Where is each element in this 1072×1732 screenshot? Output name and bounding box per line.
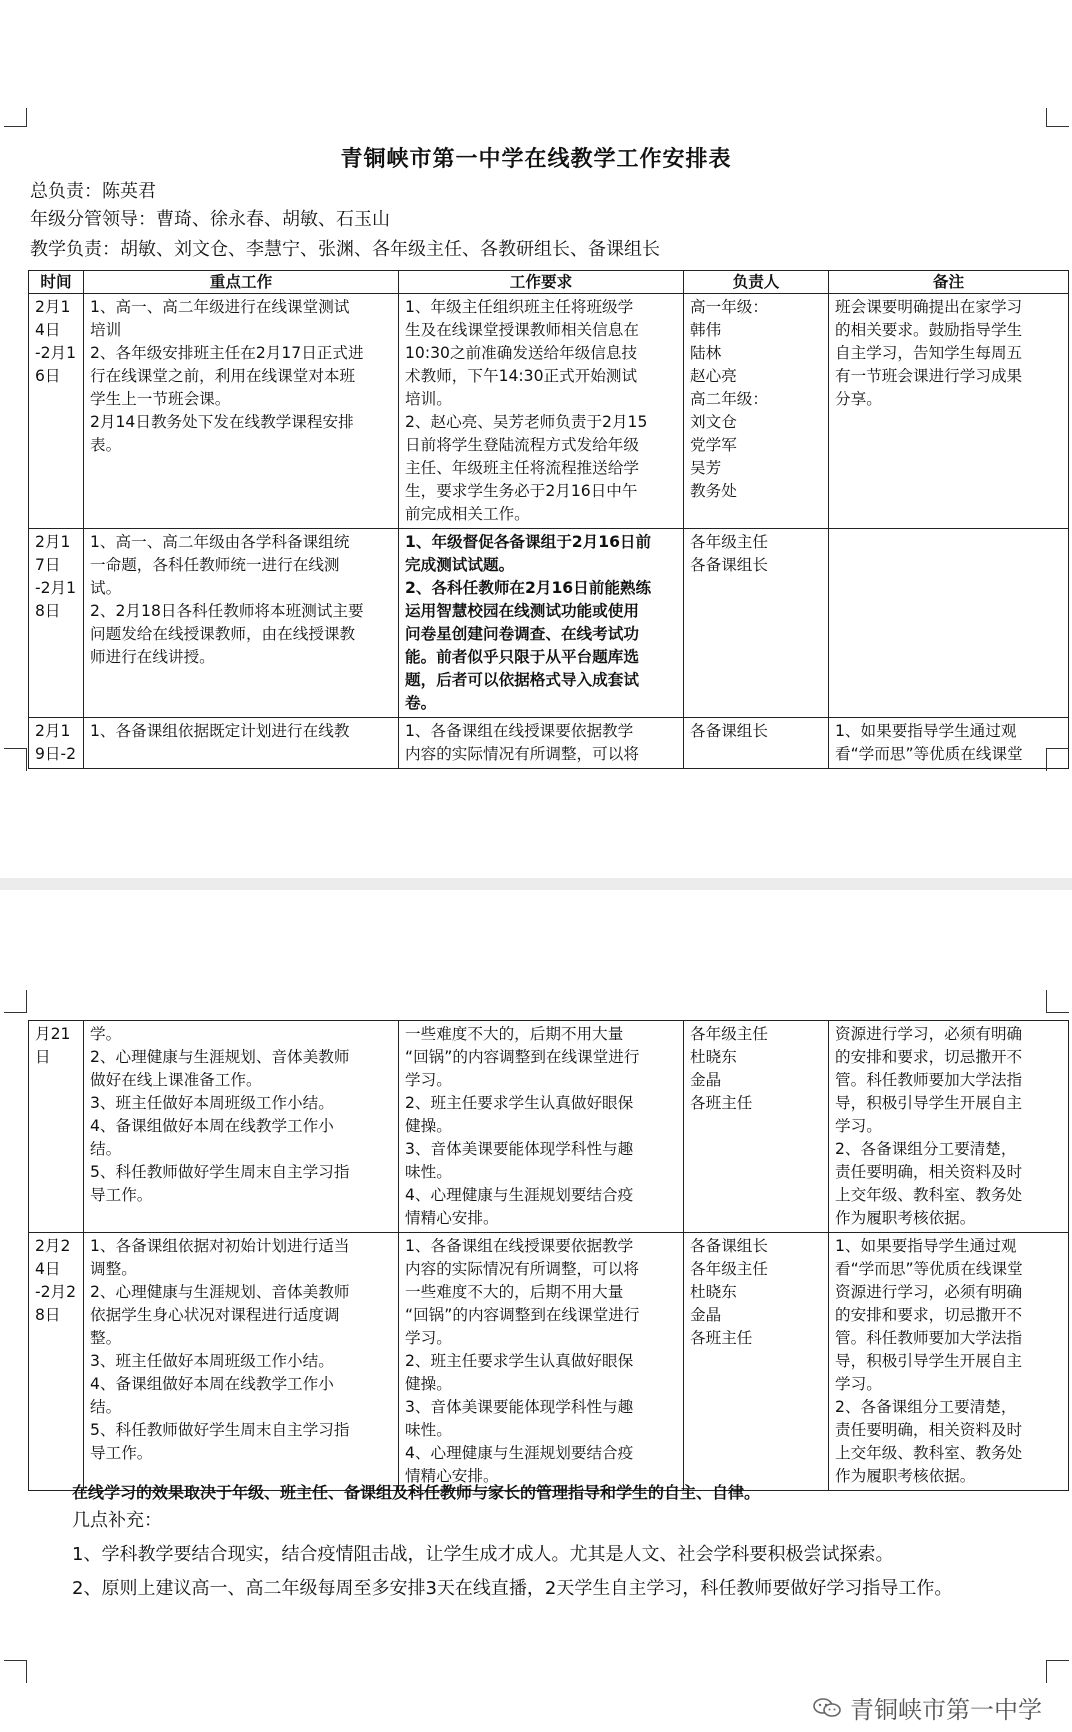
supplement-item: 2、原则上建议高一、高二年级每周至多安排3天在线直播，2天学生自主学习，科任教师要做好学习指导工作。 bbox=[72, 1578, 953, 1599]
cell-req bbox=[399, 294, 684, 529]
cell-owner-line: 韩伟 bbox=[690, 321, 722, 339]
summary-statement: 在线学习的效果取决于年级、班主任、备课组及科任教师与家长的管理指导和学生的自主、自律。 bbox=[72, 1483, 761, 1502]
grade-leaders: 曹琦、徐永春、胡敏、石玉山 bbox=[156, 209, 390, 230]
cell-note bbox=[829, 1233, 1069, 1491]
cell-note-line: 有一节班会课进行学习成果 bbox=[835, 367, 1023, 385]
document-page-2 bbox=[0, 890, 1072, 1732]
schedule-table bbox=[28, 270, 1069, 769]
cell-owner bbox=[684, 1021, 829, 1233]
cell-req-line: 一些难度不大的，后期不用大量 bbox=[405, 1025, 624, 1043]
cell-work-line: 学。 bbox=[90, 1025, 122, 1043]
cell-time bbox=[29, 529, 84, 718]
teaching-leads-line bbox=[30, 238, 660, 262]
cell-req-line: 2、各科任教师在2月16日前能熟练 bbox=[405, 579, 652, 597]
cell-time-line: 6日 bbox=[35, 367, 61, 385]
crop-mark bbox=[1046, 108, 1069, 127]
cell-note-line: 责任要明确，相关资料及时 bbox=[835, 1163, 1023, 1181]
cell-note-line: 作为履职考核依据。 bbox=[835, 1467, 976, 1485]
cell-time-line: 月21 bbox=[35, 1025, 71, 1043]
cell-note-line: 2、各备课组分工要清楚， bbox=[835, 1398, 1017, 1416]
cell-note bbox=[829, 294, 1069, 529]
cell-owner bbox=[684, 1233, 829, 1491]
cell-req-line: 问卷星创建问卷调查、在线考试功 bbox=[405, 625, 639, 643]
cell-note-line: 上交年级、教科室、教务处 bbox=[835, 1444, 1023, 1462]
cell-req bbox=[399, 1021, 684, 1233]
cell-req-line: 生，要求学生务必于2月16日中午 bbox=[405, 482, 638, 500]
cell-note-line: 上交年级、教科室、教务处 bbox=[835, 1186, 1023, 1204]
cell-owner-line: 各年级主任 bbox=[690, 1260, 768, 1278]
cell-req-line: 运用智慧校园在线测试功能或使用 bbox=[405, 602, 639, 620]
cell-req bbox=[399, 718, 684, 769]
cell-work-line: 1、高一、高二年级进行在线课堂测试 bbox=[90, 298, 350, 316]
cell-req-line: 1、年级督促各备课组于2月16日前 bbox=[405, 533, 652, 551]
cell-owner-line: 各班主任 bbox=[690, 1329, 753, 1347]
wechat-watermark bbox=[812, 1690, 1042, 1725]
cell-owner-line: 各备课组长 bbox=[690, 722, 768, 740]
cell-time bbox=[29, 718, 84, 769]
cell-note-line: 学习。 bbox=[835, 1375, 882, 1393]
cell-time-line: 2月1 bbox=[35, 722, 71, 740]
crop-mark bbox=[4, 748, 27, 771]
cell-work-line: 5、科任教师做好学生周末自主学习指 bbox=[90, 1421, 350, 1439]
teaching-label: 教学负责： bbox=[30, 239, 120, 260]
cell-owner-line: 党学军 bbox=[690, 436, 737, 454]
cell-work bbox=[84, 718, 399, 769]
cell-time-line: 日 bbox=[35, 1048, 51, 1066]
cell-req-line: 术教师，下午14:30正式开始测试 bbox=[405, 367, 638, 385]
cell-work-line: 问题发给在线授课教师，由在线授课教 bbox=[90, 625, 356, 643]
lead-label: 总负责： bbox=[30, 181, 102, 202]
cell-req-line: 题，后者可以依据格式导入成套试 bbox=[405, 671, 639, 689]
cell-req-line: 10:30之前准确发送给年级信息技 bbox=[405, 344, 638, 362]
cell-req-line: 情精心安排。 bbox=[405, 1467, 499, 1485]
cell-note bbox=[829, 718, 1069, 769]
cell-req-line: 2、班主任要求学生认真做好眼保 bbox=[405, 1094, 634, 1112]
supplement-item: 1、学科教学要结合现实，结合疫情阻击战，让学生成才成人。尤其是人文、社会学科要积极尝试探索。 bbox=[72, 1544, 894, 1565]
cell-note-line: 的安排和要求，切忌撒开不 bbox=[835, 1048, 1023, 1066]
cell-work-line: 结。 bbox=[90, 1140, 122, 1158]
crop-mark bbox=[1046, 990, 1069, 1013]
crop-mark bbox=[4, 1660, 27, 1683]
cell-work-line: 表。 bbox=[90, 436, 122, 454]
cell-req bbox=[399, 529, 684, 718]
cell-req-line: 3、音体美课要能体现学科性与趣 bbox=[405, 1398, 634, 1416]
cell-work-line: 2、心理健康与生涯规划、音体美教师 bbox=[90, 1048, 350, 1066]
cell-owner-line: 刘文仓 bbox=[690, 413, 737, 431]
cell-work-line: 行在线课堂之前，利用在线课堂对本班 bbox=[90, 367, 356, 385]
schedule-table-continued bbox=[28, 1020, 1069, 1491]
header-work: 重点工作 bbox=[84, 271, 399, 294]
cell-work bbox=[84, 1233, 399, 1491]
cell-work bbox=[84, 1021, 399, 1233]
cell-note-line: 2、各备课组分工要清楚， bbox=[835, 1140, 1017, 1158]
cell-work-line: 做好在线上课准备工作。 bbox=[90, 1071, 262, 1089]
cell-req bbox=[399, 1233, 684, 1491]
cell-work-line: 4、备课组做好本周在线教学工作小 bbox=[90, 1375, 334, 1393]
cell-note-line: 看“学而思”等优质在线课堂 bbox=[835, 745, 1023, 763]
cell-work-line: 依据学生身心状况对课程进行适度调 bbox=[90, 1306, 340, 1324]
cell-time-line: 8日 bbox=[35, 602, 61, 620]
cell-time bbox=[29, 1233, 84, 1491]
cell-work-line: 试。 bbox=[90, 579, 122, 597]
cell-owner-line: 吴芳 bbox=[690, 459, 722, 477]
cell-work-line: 2月14日教务处下发在线教学课程安排 bbox=[90, 413, 354, 431]
cell-note-line: 分享。 bbox=[835, 390, 882, 408]
cell-owner-line: 各班主任 bbox=[690, 1094, 753, 1112]
cell-owner-line: 杜晓东 bbox=[690, 1283, 737, 1301]
cell-work-line: 5、科任教师做好学生周末自主学习指 bbox=[90, 1163, 350, 1181]
cell-work-line: 3、班主任做好本周班级工作小结。 bbox=[90, 1094, 334, 1112]
cell-work-line: 1、高一、高二年级由各学科备课组统 bbox=[90, 533, 350, 551]
cell-owner-line: 各年级主任 bbox=[690, 1025, 768, 1043]
cell-note-line: 看“学而思”等优质在线课堂 bbox=[835, 1260, 1023, 1278]
cell-owner-line: 金晶 bbox=[690, 1071, 722, 1089]
cell-owner-line: 高一年级： bbox=[690, 298, 768, 316]
page-title: 青铜峡市第一中学在线教学工作安排表 bbox=[340, 147, 732, 172]
cell-note-line: 责任要明确，相关资料及时 bbox=[835, 1421, 1023, 1439]
cell-note-line: 导，积极引导学生开展自主 bbox=[835, 1094, 1023, 1112]
cell-owner-line: 各备课组长 bbox=[690, 556, 768, 574]
cell-req-line: 生及在线课堂授课教师相关信息在 bbox=[405, 321, 639, 339]
table-row bbox=[29, 529, 1069, 718]
cell-note-line: 的相关要求。鼓励指导学生 bbox=[835, 321, 1023, 339]
cell-req-line: 味性。 bbox=[405, 1421, 452, 1439]
cell-req-line: 1、年级主任组织班主任将班级学 bbox=[405, 298, 634, 316]
table-row bbox=[29, 1233, 1069, 1491]
header-time: 时间 bbox=[29, 271, 84, 294]
table-row bbox=[29, 718, 1069, 769]
cell-owner-line: 金晶 bbox=[690, 1306, 722, 1324]
crop-mark bbox=[1046, 1660, 1069, 1683]
wechat-account-name: 青铜峡市第一中学 bbox=[850, 1696, 1042, 1724]
cell-note-line: 1、如果要指导学生通过观 bbox=[835, 1237, 1017, 1255]
cell-note-line: 资源进行学习，必须有明确 bbox=[835, 1025, 1023, 1043]
table-clip-2 bbox=[0, 1020, 1072, 1510]
cell-time-line: 2月1 bbox=[35, 298, 71, 316]
cell-note-line: 资源进行学习，必须有明确 bbox=[835, 1283, 1023, 1301]
cell-req-line: 主任、年级班主任将流程推送给学 bbox=[405, 459, 639, 477]
cell-work-line: 整。 bbox=[90, 1329, 122, 1347]
cell-note-line: 1、如果要指导学生通过观 bbox=[835, 722, 1017, 740]
cell-work-line: 培训 bbox=[90, 321, 122, 339]
cell-req-line: 内容的实际情况有所调整，可以将 bbox=[405, 1260, 639, 1278]
cell-time-line: 9日-2 bbox=[35, 745, 77, 763]
cell-work bbox=[84, 529, 399, 718]
cell-work-line: 师进行在线讲授。 bbox=[90, 648, 215, 666]
header-req: 工作要求 bbox=[399, 271, 684, 294]
cell-work-line: 导工作。 bbox=[90, 1444, 153, 1462]
table-header-row bbox=[29, 271, 1069, 294]
cell-work-line: 调整。 bbox=[90, 1260, 137, 1278]
cell-owner-line: 赵心亮 bbox=[690, 367, 737, 385]
cell-work-line: 1、各备课组依据既定计划进行在线教 bbox=[90, 722, 350, 740]
cell-req-line: 完成测试试题。 bbox=[405, 556, 515, 574]
cell-req-line: 2、班主任要求学生认真做好眼保 bbox=[405, 1352, 634, 1370]
cell-req-line: 1、各备课组在线授课要依据教学 bbox=[405, 722, 634, 740]
cell-time-line: 7日 bbox=[35, 556, 61, 574]
cell-req-line: 前完成相关工作。 bbox=[405, 505, 530, 523]
cell-note-line: 学习。 bbox=[835, 1117, 882, 1135]
cell-note-line: 作为履职考核依据。 bbox=[835, 1209, 976, 1227]
cell-note-line: 的安排和要求，切忌撒开不 bbox=[835, 1306, 1023, 1324]
cell-note bbox=[829, 529, 1069, 718]
cell-work bbox=[84, 294, 399, 529]
cell-req-line: 内容的实际情况有所调整，可以将 bbox=[405, 745, 639, 763]
cell-req-line: 4、心理健康与生涯规划要结合疫 bbox=[405, 1186, 634, 1204]
cell-req-line: 能。前者似乎只限于从平台题库选 bbox=[405, 648, 639, 666]
cell-owner-line: 教务处 bbox=[690, 482, 737, 500]
cell-req-line: 味性。 bbox=[405, 1163, 452, 1181]
table-row bbox=[29, 1021, 1069, 1233]
cell-req-line: 日前将学生登陆流程方式发给年级 bbox=[405, 436, 639, 454]
header-note: 备注 bbox=[829, 271, 1069, 294]
cell-note-line: 导，积极引导学生开展自主 bbox=[835, 1352, 1023, 1370]
cell-work-line: 1、各备课组依据对初始计划进行适当 bbox=[90, 1237, 350, 1255]
cell-work-line: 学生上一节班会课。 bbox=[90, 390, 231, 408]
cell-work-line: 导工作。 bbox=[90, 1186, 153, 1204]
cell-owner-line: 各年级主任 bbox=[690, 533, 768, 551]
cell-note-line: 管。科任教师要加大学法指 bbox=[835, 1329, 1023, 1347]
cell-owner bbox=[684, 294, 829, 529]
cell-time bbox=[29, 1021, 84, 1233]
cell-time-line: 2月2 bbox=[35, 1237, 71, 1255]
cell-note-line: 管。科任教师要加大学法指 bbox=[835, 1071, 1023, 1089]
cell-time bbox=[29, 294, 84, 529]
cell-time-line: 4日 bbox=[35, 321, 61, 339]
cell-req-line: 一些难度不大的，后期不用大量 bbox=[405, 1283, 624, 1301]
cell-work-line: 2、各年级安排班主任在2月17日正式进 bbox=[90, 344, 364, 362]
cell-time-line: -2月1 bbox=[35, 344, 77, 362]
cell-time-line: -2月1 bbox=[35, 579, 77, 597]
cell-req-line: 健操。 bbox=[405, 1117, 452, 1135]
cell-work-line: 一命题，各科任教师统一进行在线测 bbox=[90, 556, 340, 574]
crop-mark bbox=[4, 108, 27, 127]
cell-note bbox=[829, 1021, 1069, 1233]
cell-req-line: 卷。 bbox=[405, 694, 437, 712]
lead-line bbox=[30, 180, 156, 204]
cell-note-line: 班会课要明确提出在家学习 bbox=[835, 298, 1023, 316]
wechat-icon bbox=[812, 1697, 842, 1719]
crop-mark bbox=[1046, 748, 1069, 771]
cell-req-line: 学习。 bbox=[405, 1329, 452, 1347]
cell-req-line: 培训。 bbox=[405, 390, 452, 408]
header-owner: 负责人 bbox=[684, 271, 829, 294]
cell-note-line: 自主学习，告知学生每周五 bbox=[835, 344, 1023, 362]
cell-req-line: 4、心理健康与生涯规划要结合疫 bbox=[405, 1444, 634, 1462]
grade-leaders-line bbox=[30, 208, 390, 232]
crop-mark bbox=[4, 990, 27, 1013]
table-clip-1 bbox=[0, 270, 1072, 763]
cell-work-line: 结。 bbox=[90, 1398, 122, 1416]
supplement-heading: 几点补充： bbox=[72, 1510, 162, 1531]
cell-owner bbox=[684, 529, 829, 718]
cell-req-line: 3、音体美课要能体现学科性与趣 bbox=[405, 1140, 634, 1158]
cell-owner-line: 杜晓东 bbox=[690, 1048, 737, 1066]
grade-label: 年级分管领导： bbox=[30, 209, 156, 230]
cell-work-line: 4、备课组做好本周在线教学工作小 bbox=[90, 1117, 334, 1135]
cell-time-line: 2月1 bbox=[35, 533, 71, 551]
cell-req-line: 2、赵心亮、吴芳老师负责于2月15 bbox=[405, 413, 648, 431]
page-gap bbox=[0, 878, 1072, 890]
teaching-leads: 胡敏、刘文仓、李慧宁、张渊、各年级主任、各教研组长、备课组长 bbox=[120, 239, 660, 260]
lead-name: 陈英君 bbox=[102, 181, 156, 202]
cell-req-line: 1、各备课组在线授课要依据教学 bbox=[405, 1237, 634, 1255]
cell-time-line: 8日 bbox=[35, 1306, 61, 1324]
cell-time-line: 4日 bbox=[35, 1260, 61, 1278]
cell-req-line: “回锅”的内容调整到在线课堂进行 bbox=[405, 1048, 640, 1066]
table-row bbox=[29, 294, 1069, 529]
cell-owner-line: 各备课组长 bbox=[690, 1237, 768, 1255]
cell-req-line: 情精心安排。 bbox=[405, 1209, 499, 1227]
cell-owner-line: 高二年级： bbox=[690, 390, 768, 408]
cell-owner-line: 陆林 bbox=[690, 344, 722, 362]
cell-work-line: 2、2月18日各科任教师将本班测试主要 bbox=[90, 602, 364, 620]
cell-time-line: -2月2 bbox=[35, 1283, 77, 1301]
cell-work-line: 2、心理健康与生涯规划、音体美教师 bbox=[90, 1283, 350, 1301]
cell-work-line: 3、班主任做好本周班级工作小结。 bbox=[90, 1352, 334, 1370]
cell-req-line: 学习。 bbox=[405, 1071, 452, 1089]
cell-req-line: “回锅”的内容调整到在线课堂进行 bbox=[405, 1306, 640, 1324]
cell-req-line: 健操。 bbox=[405, 1375, 452, 1393]
cell-owner bbox=[684, 718, 829, 769]
